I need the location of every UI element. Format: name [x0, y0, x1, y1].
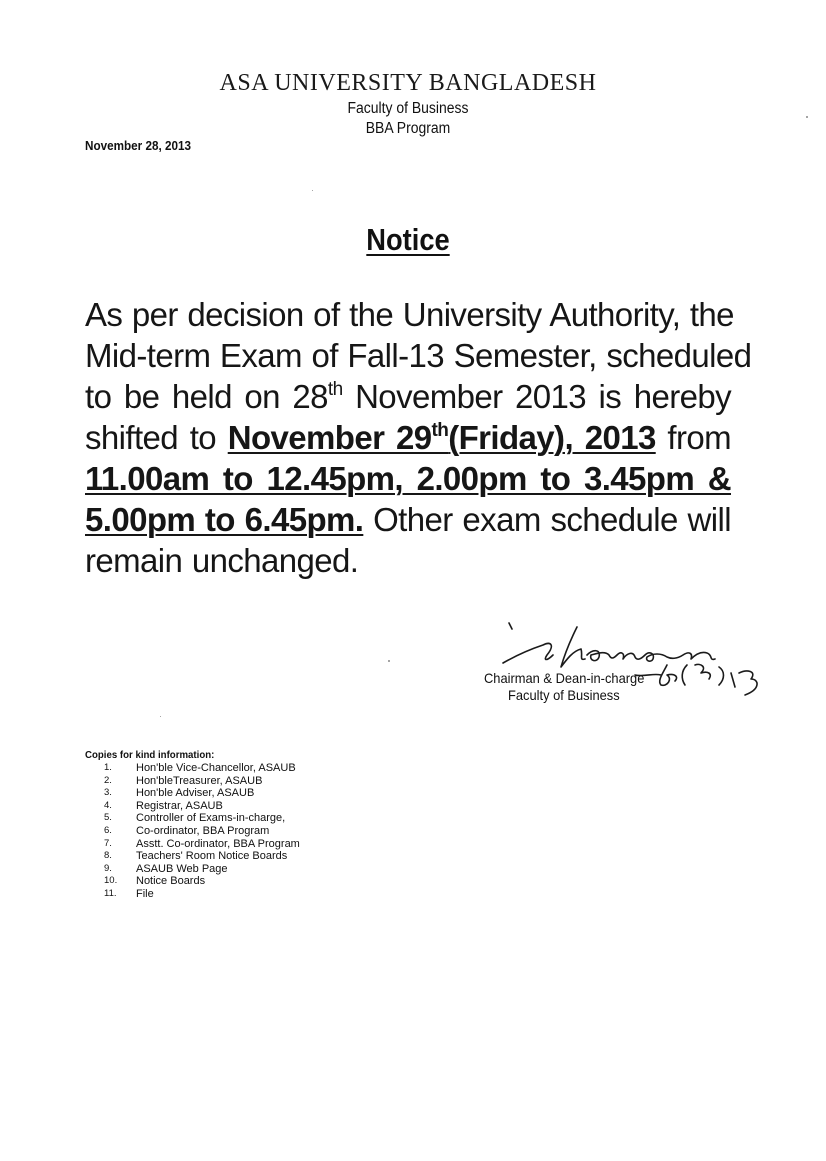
- item-text: Hon'ble Vice-Chancellor, ASAUB: [136, 762, 296, 774]
- notice-body: [85, 294, 752, 581]
- item-text: Registrar, ASAUB: [136, 799, 223, 812]
- body-text-segment: November 2013 is hereby: [342, 378, 731, 415]
- list-item: [100, 800, 300, 813]
- university-name: ASA UNIVERSITY BANGLADESH: [219, 70, 597, 96]
- faculty-name: Faculty of Business: [347, 100, 469, 117]
- program-name: BBA Program: [365, 120, 451, 137]
- item-text: Co-ordinator, BBA Program: [136, 824, 270, 837]
- body-line-7: remain unchanged.: [85, 542, 359, 579]
- list-item: [100, 787, 300, 800]
- item-text: File: [136, 887, 154, 900]
- signatory-department: Faculty of Business: [508, 687, 620, 703]
- body-text-segment: from: [655, 419, 731, 456]
- body-line-2: Mid-term Exam of Fall-13 Semester, scheduled: [85, 337, 752, 374]
- item-text: Hon'ble Adviser, ASAUB: [136, 787, 255, 800]
- list-item: [100, 812, 300, 825]
- list-item: [100, 850, 300, 863]
- list-item: [100, 838, 300, 851]
- item-number: 8.: [104, 850, 112, 862]
- scan-speck: [312, 190, 313, 191]
- new-exam-date: [228, 419, 656, 456]
- list-item: [100, 875, 300, 888]
- body-text-segment: Other exam schedule will: [363, 501, 731, 538]
- item-number: 1.: [104, 762, 112, 773]
- item-text: Controller of Exams-in-charge,: [136, 812, 286, 825]
- list-item: [100, 863, 300, 876]
- item-number: 10.: [104, 875, 118, 887]
- body-text-segment: shifted to: [85, 419, 228, 456]
- item-number: 5.: [104, 812, 112, 824]
- notice-title: Notice: [366, 222, 450, 257]
- item-text: Asstt. Co-ordinator, BBA Program: [136, 837, 300, 850]
- copies-heading: Copies for kind information:: [85, 749, 215, 761]
- body-line-1: As per decision of the University Authority, the: [85, 296, 734, 333]
- item-number: 9.: [104, 862, 112, 874]
- list-item: [100, 775, 300, 788]
- scan-speck: [388, 660, 390, 662]
- body-line-3: [85, 376, 731, 417]
- body-line-4: [85, 417, 731, 458]
- new-date-part: November 29: [227, 419, 432, 456]
- copies-list: [100, 762, 300, 901]
- exam-time-slots: 11.00am to 12.45pm, 2.00pm to 3.45pm &: [85, 460, 731, 497]
- notice-date: November 28, 2013: [85, 138, 192, 153]
- item-number: 7.: [104, 837, 112, 849]
- new-date-day: (Friday), 2013: [448, 419, 656, 456]
- body-line-5: [85, 458, 731, 499]
- item-number: 11.: [104, 887, 117, 899]
- list-item: [100, 762, 300, 775]
- item-number: 2.: [104, 774, 112, 786]
- list-item: [100, 825, 300, 838]
- item-text: Hon'bleTreasurer, ASAUB: [136, 774, 263, 787]
- list-item: [100, 888, 300, 901]
- item-number: 4.: [104, 799, 112, 811]
- ordinal-suffix: th: [431, 420, 449, 441]
- scan-speck: [160, 716, 161, 717]
- body-text-segment: to be held on 28: [85, 378, 328, 415]
- body-line-6: [85, 499, 731, 540]
- scan-speck: [806, 116, 808, 118]
- item-text: Notice Boards: [136, 875, 206, 888]
- item-number: 3.: [104, 787, 112, 799]
- item-text: ASAUB Web Page: [136, 862, 228, 875]
- exam-time-slot-last: 5.00pm to 6.45pm.: [85, 501, 364, 538]
- ordinal-suffix: th: [327, 379, 343, 400]
- signatory-title: Chairman & Dean-in-charge: [484, 670, 645, 686]
- item-text: Teachers' Room Notice Boards: [136, 850, 288, 863]
- item-number: 6.: [104, 824, 112, 836]
